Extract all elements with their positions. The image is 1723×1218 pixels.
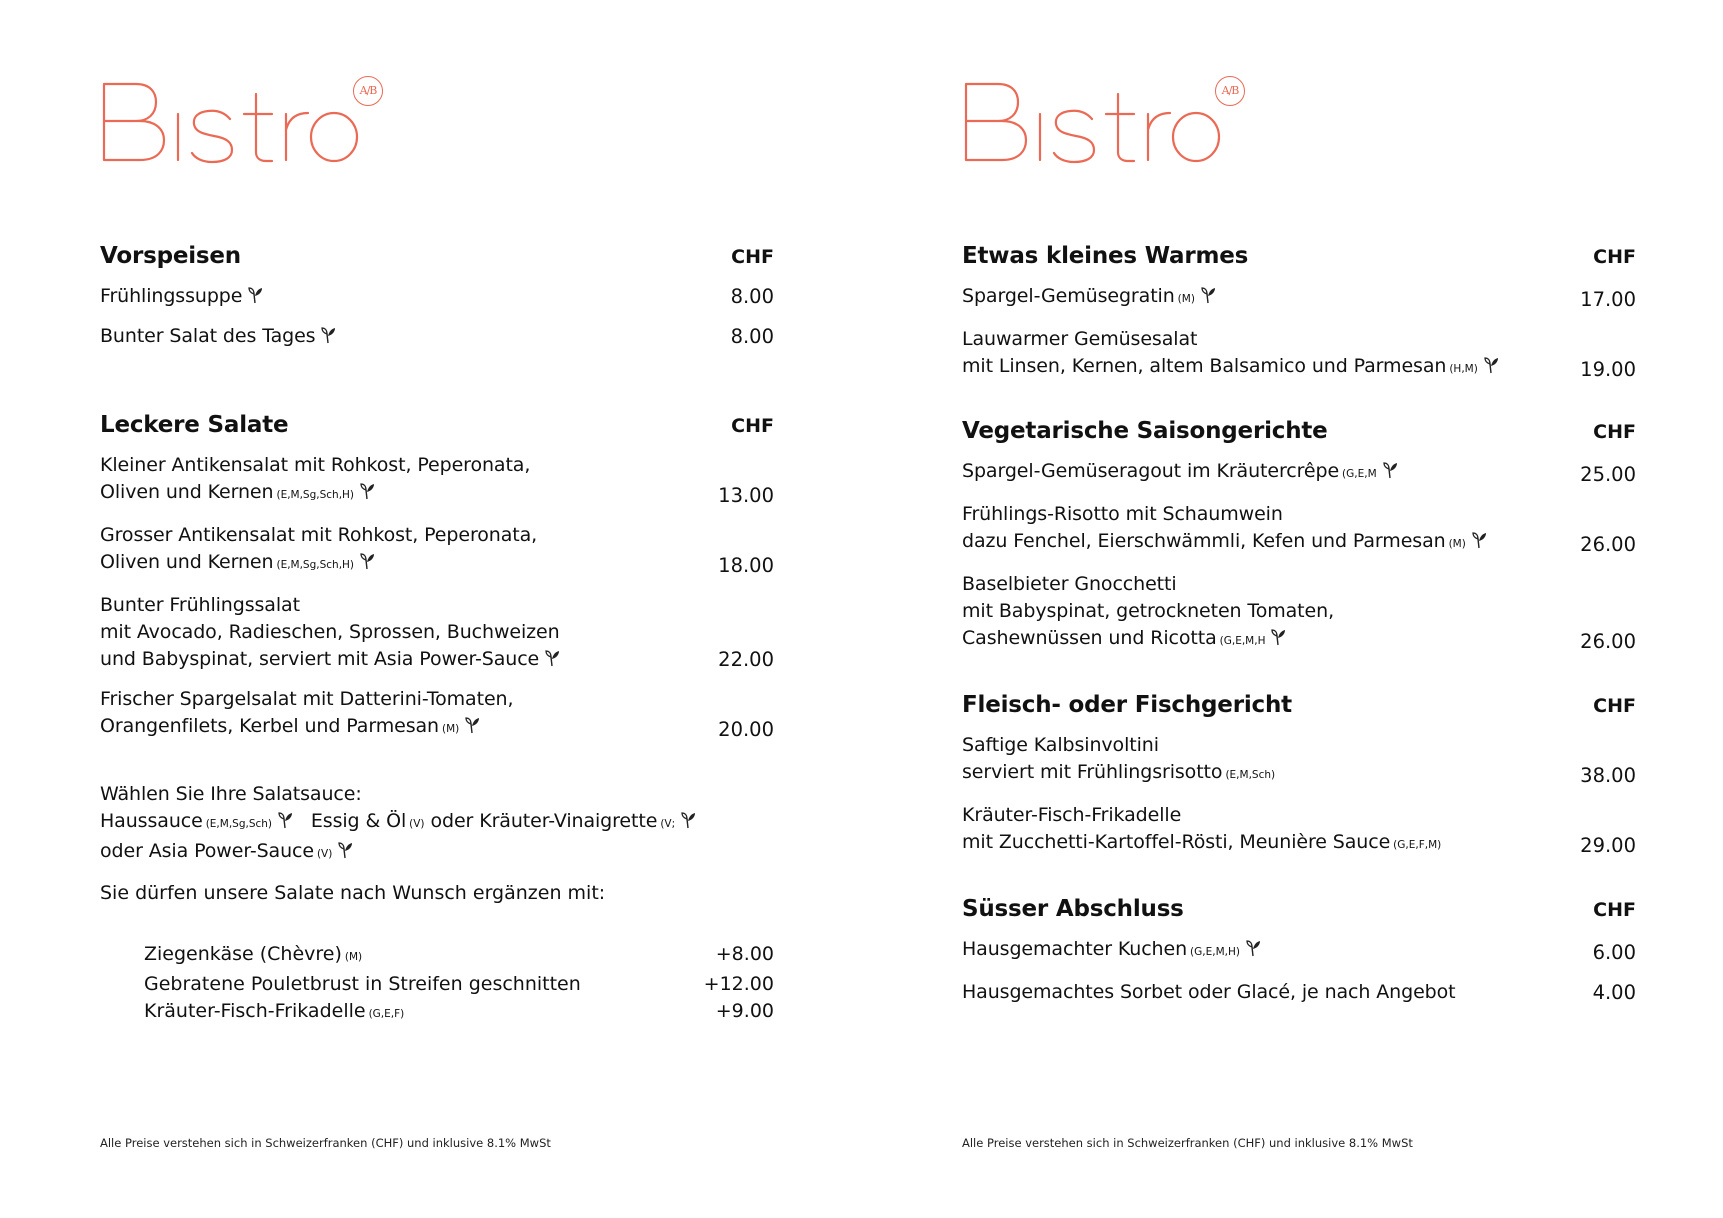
logo-wordmark xyxy=(958,72,1218,172)
currency-label: CHF xyxy=(1593,246,1636,268)
item-price: 25.00 xyxy=(1580,463,1636,486)
item-price: 22.00 xyxy=(718,648,774,671)
section-title: Etwas kleines Warmes xyxy=(962,243,1249,269)
menu-item xyxy=(962,501,1636,558)
menu-item xyxy=(962,283,1636,313)
item-line xyxy=(100,522,537,549)
item-line xyxy=(100,713,513,743)
item-line-text: Spargel-Gemüsegratin xyxy=(962,285,1175,307)
section-title: Vegetarische Saisongerichte xyxy=(962,418,1328,444)
menu-item xyxy=(100,522,774,579)
sauce-asia-line xyxy=(100,838,774,868)
extra-item xyxy=(144,998,774,1028)
item-price: 18.00 xyxy=(718,554,774,577)
item-description xyxy=(962,802,1441,859)
menu-page-right xyxy=(862,0,1722,1218)
item-line-text: Kräuter-Fisch-Frikadelle xyxy=(962,804,1182,826)
menu-item xyxy=(100,452,774,509)
item-line xyxy=(100,619,560,646)
item-line xyxy=(962,979,1456,1006)
item-line-text: dazu Fenchel, Eierschwämmli, Kefen und Parmesan xyxy=(962,530,1446,552)
item-description xyxy=(962,283,1216,313)
item-description xyxy=(100,283,263,310)
leaf-icon xyxy=(1383,462,1398,479)
menu-section xyxy=(962,896,1636,1006)
section-title: Fleisch- oder Fischgericht xyxy=(962,692,1292,718)
section-header xyxy=(962,896,1636,936)
item-line xyxy=(962,353,1499,383)
item-description xyxy=(100,323,336,350)
item-line xyxy=(962,625,1334,655)
extra-label-wrap xyxy=(144,998,404,1028)
extra-label-wrap xyxy=(144,941,362,971)
item-line-text: Cashewnüssen und Ricotta xyxy=(962,627,1217,649)
allergen-label: (H,M) xyxy=(1449,363,1478,375)
menu-item xyxy=(962,979,1636,1006)
item-price: 26.00 xyxy=(1580,533,1636,556)
leaf-icon xyxy=(465,717,480,734)
extra-label: Gebratene Pouletbrust in Streifen geschnitten xyxy=(144,973,581,995)
menu-item xyxy=(962,732,1636,789)
item-line xyxy=(962,528,1487,558)
logo-wordmark xyxy=(96,72,356,172)
item-description xyxy=(100,686,513,743)
item-price: 17.00 xyxy=(1580,288,1636,311)
item-line-text: Frühlings-Risotto mit Schaumwein xyxy=(962,503,1283,525)
menu-section xyxy=(100,412,774,743)
extra-label: Kräuter-Fisch-Frikadelle xyxy=(144,1000,366,1022)
bistro-logo xyxy=(962,72,1282,172)
item-line xyxy=(962,732,1275,759)
leaf-icon xyxy=(681,812,696,829)
item-description xyxy=(962,936,1261,966)
extra-item xyxy=(144,971,774,998)
item-description xyxy=(100,522,537,579)
sauce-vinaigrette: oder Kräuter-Vinaigrette xyxy=(430,810,658,832)
item-line-text: Orangenfilets, Kerbel und Parmesan xyxy=(100,715,439,737)
leaf-icon xyxy=(278,812,293,829)
item-line xyxy=(100,592,560,619)
sauce-options xyxy=(100,808,774,838)
sauce-choice xyxy=(100,781,774,868)
allergen-label: (M) xyxy=(1448,538,1466,550)
allergen-label: (M) xyxy=(1177,293,1195,305)
item-line-text: Hausgemachtes Sorbet oder Glacé, je nach Angebot xyxy=(962,981,1456,1003)
item-line xyxy=(962,802,1441,829)
item-line-text: mit Linsen, Kernen, altem Balsamico und Parmesan xyxy=(962,355,1447,377)
item-line-text: mit Avocado, Radieschen, Sprossen, Buchweizen xyxy=(100,621,560,643)
price-footer: Alle Preise verstehen sich in Schweizerfranken (CHF) und inklusive 8.1% MwSt xyxy=(962,1136,1413,1150)
item-description xyxy=(100,592,560,673)
item-line-text: Oliven und Kernen xyxy=(100,481,274,503)
currency-label: CHF xyxy=(1593,899,1636,921)
menu-section xyxy=(962,692,1636,859)
sauce-essig: Essig & Öl xyxy=(310,810,407,832)
section-header xyxy=(100,412,774,452)
extra-price: +12.00 xyxy=(703,973,774,995)
item-line xyxy=(962,501,1487,528)
menu-item xyxy=(962,326,1636,383)
price-footer: Alle Preise verstehen sich in Schweizerfranken (CHF) und inklusive 8.1% MwSt xyxy=(100,1136,551,1150)
extra-label-wrap xyxy=(144,971,581,998)
item-price: 8.00 xyxy=(730,285,774,308)
allergen-label: (V; xyxy=(660,818,676,830)
extra-price: +9.00 xyxy=(715,1000,774,1022)
allergen-label: (E,M,Sg,Sch) xyxy=(205,818,273,830)
item-line-text: serviert mit Frühlingsrisotto xyxy=(962,761,1223,783)
leaf-icon xyxy=(1271,629,1286,646)
item-price: 6.00 xyxy=(1592,941,1636,964)
section-header xyxy=(100,243,774,283)
item-description xyxy=(962,326,1499,383)
item-line-text: Baselbieter Gnocchetti xyxy=(962,573,1177,595)
item-line xyxy=(100,549,537,579)
menu-item xyxy=(100,323,774,350)
item-description xyxy=(100,452,530,509)
allergen-label: (G,E,F) xyxy=(368,1008,405,1020)
item-line-text: Grosser Antikensalat mit Rohkost, Peperonata, xyxy=(100,524,538,546)
section-header xyxy=(962,243,1636,283)
sauce-haus: Haussauce xyxy=(100,810,203,832)
item-description xyxy=(962,458,1398,488)
menu-item xyxy=(100,686,774,743)
item-price: 19.00 xyxy=(1580,358,1636,381)
leaf-icon xyxy=(1201,287,1216,304)
section-header xyxy=(962,692,1636,732)
item-line-text: Frischer Spargelsalat mit Datterini-Tomaten, xyxy=(100,688,514,710)
item-line-text: Lauwarmer Gemüsesalat xyxy=(962,328,1198,350)
item-line xyxy=(962,598,1334,625)
menu-section xyxy=(962,418,1636,655)
allergen-label: (E,M,Sch) xyxy=(1225,769,1276,781)
section-title: Süsser Abschluss xyxy=(962,896,1184,922)
logo-badge: A/B xyxy=(1215,76,1245,106)
allergen-label: (G,E,M,H xyxy=(1219,635,1266,647)
item-line xyxy=(962,458,1398,488)
leaf-icon xyxy=(248,287,263,304)
menu-section xyxy=(100,243,774,350)
leaf-icon xyxy=(360,483,375,500)
currency-label: CHF xyxy=(1593,695,1636,717)
leaf-icon xyxy=(360,553,375,570)
logo-badge: A/B xyxy=(353,76,383,106)
allergen-label: (M) xyxy=(344,951,363,963)
allergen-label: (M) xyxy=(441,723,460,735)
section-list xyxy=(100,243,774,743)
item-description xyxy=(962,732,1275,789)
item-line-text: mit Babyspinat, getrockneten Tomaten, xyxy=(962,600,1335,622)
extra-label: Ziegenkäse (Chèvre) xyxy=(144,943,342,965)
extra-item xyxy=(144,941,774,971)
item-line-text: Bunter Frühlingssalat xyxy=(100,594,300,616)
item-line-text: Frühlingssuppe xyxy=(100,285,243,307)
item-line xyxy=(962,759,1275,789)
item-price: 29.00 xyxy=(1580,834,1636,857)
item-price: 13.00 xyxy=(718,484,774,507)
item-line xyxy=(100,452,530,479)
leaf-icon xyxy=(545,650,560,667)
currency-label: CHF xyxy=(731,246,774,268)
item-line xyxy=(962,571,1334,598)
allergen-label: (G,E,M xyxy=(1342,468,1377,480)
item-line xyxy=(100,646,560,673)
item-line-text: Kleiner Antikensalat mit Rohkost, Peperonata, xyxy=(100,454,531,476)
menu-item xyxy=(962,571,1636,655)
section-title: Vorspeisen xyxy=(100,243,241,269)
bistro-logo xyxy=(100,72,420,172)
item-description xyxy=(962,501,1487,558)
menu-left xyxy=(100,243,774,1028)
item-description xyxy=(962,571,1334,655)
item-line xyxy=(962,283,1216,313)
item-price: 38.00 xyxy=(1580,764,1636,787)
currency-label: CHF xyxy=(731,415,774,437)
item-line-text: Bunter Salat des Tages xyxy=(100,325,316,347)
allergen-label: (G,E,F,M) xyxy=(1393,839,1442,851)
item-line-text: Oliven und Kernen xyxy=(100,551,274,573)
item-line-text: mit Zucchetti-Kartoffel-Rösti, Meunière Sauce xyxy=(962,831,1391,853)
menu-item xyxy=(962,802,1636,859)
menu-right xyxy=(962,243,1636,1019)
item-line xyxy=(100,323,336,350)
sauce-intro: Wählen Sie Ihre Salatsauce: xyxy=(100,783,362,805)
allergen-label: (E,M,Sg,Sch,H) xyxy=(276,489,355,501)
item-line xyxy=(962,936,1261,966)
item-price: 26.00 xyxy=(1580,630,1636,653)
currency-label: CHF xyxy=(1593,421,1636,443)
leaf-icon xyxy=(338,842,353,859)
leaf-icon xyxy=(1246,940,1261,957)
extras-list xyxy=(100,941,774,1028)
menu-page-left xyxy=(0,0,860,1218)
allergen-label: (E,M,Sg,Sch,H) xyxy=(276,559,355,571)
extras-note: Sie dürfen unsere Salate nach Wunsch ergänzen mit: xyxy=(100,882,606,904)
item-line-text: Saftige Kalbsinvoltini xyxy=(962,734,1159,756)
section-list xyxy=(962,243,1636,1006)
item-line-text: Hausgemachter Kuchen xyxy=(962,938,1188,960)
item-line xyxy=(100,479,530,509)
item-line-text: und Babyspinat, serviert mit Asia Power-Sauce xyxy=(100,648,540,670)
sauce-asia: oder Asia Power-Sauce xyxy=(100,840,314,862)
allergen-label: (V) xyxy=(409,818,425,830)
item-price: 8.00 xyxy=(730,325,774,348)
section-title: Leckere Salate xyxy=(100,412,289,438)
allergen-label: (V) xyxy=(316,848,333,860)
menu-item xyxy=(962,458,1636,488)
item-line xyxy=(100,283,263,310)
item-line xyxy=(962,829,1441,859)
menu-item xyxy=(100,592,774,673)
menu-section xyxy=(962,243,1636,383)
item-price: 20.00 xyxy=(718,718,774,741)
section-header xyxy=(962,418,1636,458)
item-line xyxy=(962,326,1499,353)
leaf-icon xyxy=(1484,357,1499,374)
leaf-icon xyxy=(1472,532,1487,549)
leaf-icon xyxy=(321,327,336,344)
extra-price: +8.00 xyxy=(715,943,774,965)
allergen-label: (G,E,M,H) xyxy=(1190,946,1240,958)
item-line-text: Spargel-Gemüseragout im Kräutercrêpe xyxy=(962,460,1340,482)
item-line xyxy=(100,686,513,713)
menu-item xyxy=(100,283,774,310)
item-price: 4.00 xyxy=(1592,981,1636,1004)
menu-item xyxy=(962,936,1636,966)
item-description xyxy=(962,979,1456,1006)
